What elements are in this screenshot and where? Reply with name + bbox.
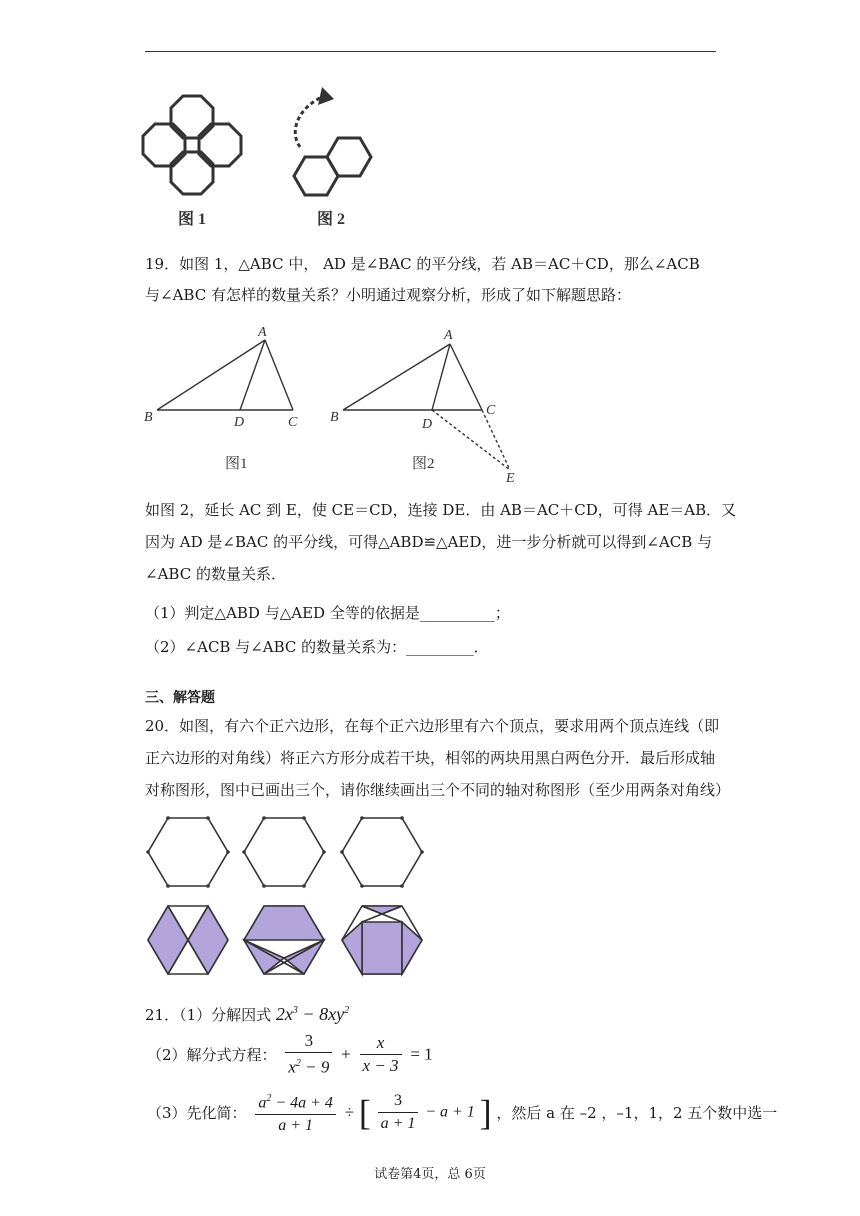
fig2-caption: 图 2	[317, 211, 346, 228]
triangle-fig1	[157, 340, 293, 410]
hexagon-right	[327, 138, 371, 176]
fraction-a2-4a-4-over-a-1: $\frac{a^2 - 4a + 4}{a + 1}$	[255, 1088, 336, 1137]
fig1-label-d: D	[234, 415, 245, 430]
fig2-label-a: A	[444, 328, 453, 343]
q19-line2: 与∠ABC 有怎样的数量关系？小明通过观察分析，形成了如下解题思路：	[145, 286, 631, 304]
q21-part1-prefix: 21．（1）分解因式	[145, 1006, 272, 1024]
q19-sub2: （2）∠ACB 与∠ABC 的数量关系为：_________．	[145, 638, 489, 656]
shaded-hexagon-2	[244, 906, 324, 974]
q20-line2: 正六边形的对角线）将正六方形分成若干块，相邻的两块用黑白两色分开．最后形成轴	[145, 749, 716, 767]
q19-triangle-figures	[140, 322, 540, 492]
fig2-caption: 图2	[412, 456, 435, 472]
shaded-hexagon-1	[148, 906, 228, 974]
fig2-label-c: C	[486, 403, 496, 418]
fig2-label-b: B	[330, 410, 339, 425]
fraction-3-over-a-1: $\frac{3}{a + 1}$	[378, 1090, 419, 1135]
blank-hexagon-3	[342, 818, 422, 886]
q19-sub1: （1）判定△ABD 与△AED 全等的依据是__________；	[145, 604, 510, 622]
q21-part2-prefix: （2）解分式方程：	[147, 1045, 277, 1064]
q20-line3: 对称图形，图中已画出三个，请你继续画出三个不同的轴对称图形（至少用两条对角线）	[145, 781, 731, 799]
page-footer: 试卷第4页，总 6页	[374, 1167, 486, 1182]
blank-hexagon-1	[148, 818, 228, 886]
q21-part3-prefix: （3）先化简：	[147, 1104, 247, 1123]
fig1-caption: 图 1	[178, 211, 207, 228]
section-heading: 三、解答题	[145, 690, 215, 706]
q19-para2: 因为 AD 是∠BAC 的平分线，可得△ABD≌△AED，进一步分析就可以得到∠ACB 与	[145, 533, 713, 551]
fig1-caption: 图1	[225, 456, 248, 472]
fig2-label-e: E	[506, 471, 515, 486]
octagon-cluster-figure	[143, 96, 241, 194]
fig1-label-a: A	[258, 325, 267, 340]
q21-part1	[145, 1001, 349, 1025]
octagon-left	[143, 124, 185, 166]
q19-para3: ∠ABC 的数量关系．	[145, 565, 286, 583]
header-rule	[145, 51, 716, 52]
fraction-3-over-x2-9: $\frac{3}{x^2 - 9}$	[285, 1030, 332, 1079]
q19-para1: 如图 2，延长 AC 到 E，使 CE＝CD，连接 DE．由 AB＝AC＋CD，可得 AE＝AB．又	[145, 501, 737, 519]
q21-part3: （3）先化简： $\frac{a^2 - 4a + 4}{a + 1}$ ÷ [ $\frac{3}{a + 1}$ − a + 1 ] ，然后 a 在 –2 ，–1，1，2 五个数中选一	[147, 1088, 777, 1137]
fig2-label-d: D	[422, 417, 433, 432]
octagon-bottom	[171, 152, 213, 194]
q20-line1: 20．如图，有六个正六边形，在每个正六边形里有六个顶点，要求用两个顶点连线（即	[145, 717, 720, 735]
q20-hexagon-grid	[140, 810, 440, 985]
fig1-label-b: B	[144, 410, 153, 425]
top-figures	[140, 85, 400, 235]
fraction-x-over-x-3: $\frac{x}{x - 3}$	[360, 1032, 402, 1077]
q21-expression-1: $2x^3 - 8xy^2$	[275, 1004, 350, 1024]
arrow-head-icon	[318, 87, 334, 105]
fig1-label-c: C	[288, 415, 298, 430]
octagon-right	[199, 124, 241, 166]
q19-line1: 19．如图 1，△ABC 中， AD 是∠BAC 的平分线，若 AB＝AC＋CD，那么∠ACB	[145, 255, 700, 273]
octagon-top	[171, 96, 213, 138]
blank-hexagon-2	[244, 818, 324, 886]
rotation-arrow	[295, 97, 322, 147]
hexagon-pair-figure	[294, 97, 371, 195]
q21-part2: （2）解分式方程： $\frac{3}{x^2 - 9}$ + $\frac{x}{x - 3}$ = 1	[147, 1031, 433, 1077]
shaded-hexagon-3	[342, 906, 422, 974]
q21-part3-suffix: ，然后 a 在 –2 ，–1，1，2 五个数中选一	[496, 1104, 778, 1123]
triangle-fig2	[343, 344, 510, 470]
